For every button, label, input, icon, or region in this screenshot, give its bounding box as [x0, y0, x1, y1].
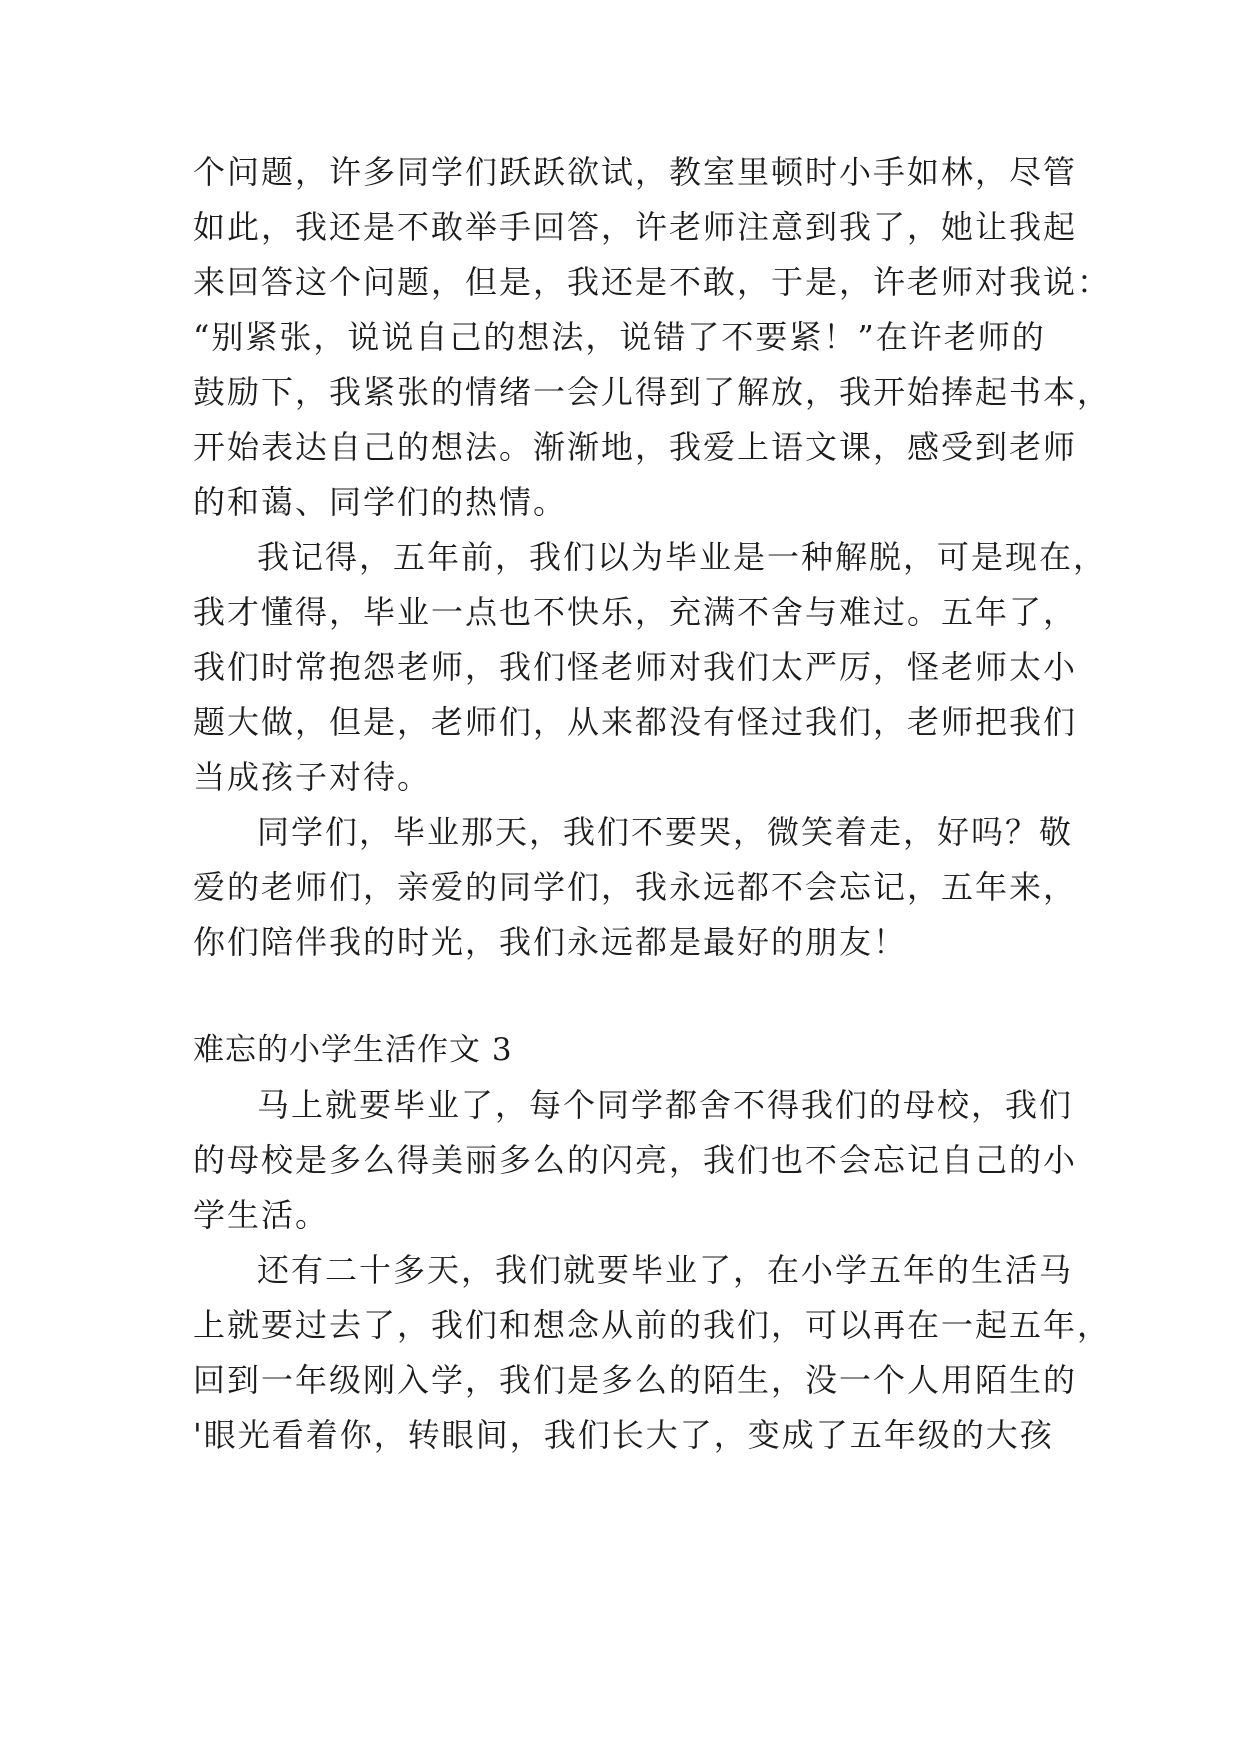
text-line: 上就要过去了，我们和想念从前的我们，可以再在一起五年， — [193, 1306, 1112, 1344]
text-line: 我记得，五年前，我们以为毕业是一种解脱，可是现在， — [257, 538, 1108, 576]
text-line: 学生活。 — [193, 1196, 330, 1234]
text-line: 题大做，但是，老师们，从来都没有怪过我们，老师把我们 — [193, 703, 1078, 741]
text-line: 爱的老师们，亲爱的同学们，我永远都不会忘记，五年来， — [193, 868, 1078, 906]
text-line: 的母校是多么得美丽多么的闪亮，我们也不会忘记自己的小 — [193, 1141, 1078, 1179]
text-line: “别紧张，说说自己的想法，说错了不要紧！”在许老师的 — [193, 318, 1046, 356]
text-line: 来回答这个问题，但是，我还是不敢，于是，许老师对我说： — [193, 263, 1112, 301]
text-line: 当成孩子对待。 — [193, 758, 432, 796]
section-heading: 难忘的小学生活作文 3 — [193, 1032, 513, 1068]
text-line: 开始表达自己的想法。渐渐地，我爱上语文课，感受到老师 — [193, 428, 1078, 466]
text-line: 你们陪伴我的时光，我们永远都是最好的朋友！ — [193, 923, 908, 961]
text-line: 还有二十多天，我们就要毕业了，在小学五年的生活马 — [257, 1251, 1074, 1289]
text-line: 我们时常抱怨老师，我们怪老师对我们太严厉，怪老师太小 — [193, 648, 1078, 686]
text-line: 回到一年级刚入学，我们是多么的陌生，没一个人用陌生的 — [193, 1361, 1078, 1399]
text-line: 同学们，毕业那天，我们不要哭，微笑着走，好吗？敬 — [257, 813, 1074, 851]
text-line: 鼓励下，我紧张的情绪一会儿得到了解放，我开始捧起书本， — [193, 373, 1112, 411]
text-line: 我才懂得，毕业一点也不快乐，充满不舍与难过。五年了， — [193, 593, 1078, 631]
text-line: 的和蔼、同学们的热情。 — [193, 483, 568, 521]
text-line: '眼光看着你，转眼间，我们长大了，变成了五年级的大孩 — [193, 1416, 1054, 1454]
text-line: 个问题，许多同学们跃跃欲试，教室里顿时小手如林，尽管 — [193, 153, 1078, 191]
text-line: 马上就要毕业了，每个同学都舍不得我们的母校，我们 — [257, 1086, 1074, 1124]
text-line: 如此，我还是不敢举手回答，许老师注意到我了，她让我起 — [193, 208, 1078, 246]
